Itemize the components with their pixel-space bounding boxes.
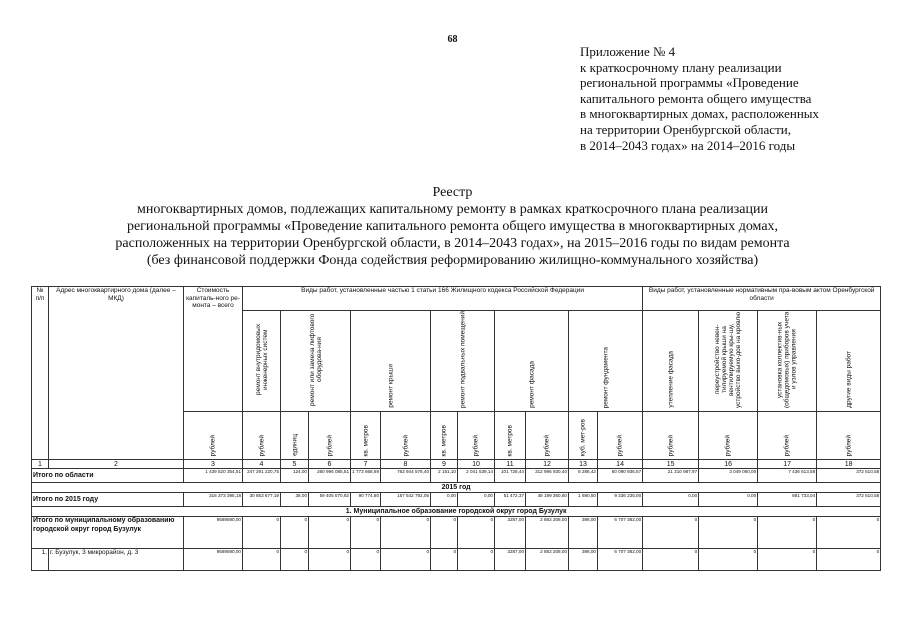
table-cell: 2 882 208,00 — [526, 549, 569, 571]
table-cell: 48 199 360,60 — [526, 493, 569, 507]
unit-label: рублей — [598, 412, 643, 460]
table-cell: 7 436 613,58 — [758, 469, 817, 483]
table-cell: 763 944 578,40 — [381, 469, 431, 483]
table-cell: 0 — [758, 517, 817, 549]
unit-label: рублей — [699, 412, 758, 460]
column-number: 12 — [526, 460, 569, 469]
table-cell: 0,00 — [431, 493, 458, 507]
table-cell: 0 — [758, 549, 817, 571]
table-cell: 0 — [243, 517, 281, 549]
row-number: 1. — [32, 549, 49, 571]
table-cell: 60 090 936,57 — [598, 469, 643, 483]
column-number: 5 — [281, 460, 309, 469]
column-number: 16 — [699, 460, 758, 469]
year-heading-row — [32, 483, 881, 493]
header-no: № п/п — [32, 287, 49, 460]
table-cell: 0 — [281, 517, 309, 549]
table-cell: 372 510,58 — [817, 493, 881, 507]
appendix-line: к краткосрочному плану реализации — [580, 59, 782, 75]
header-basement: ремонт подвальных помещений — [431, 311, 495, 412]
table-cell: 1 773 668,69 — [351, 469, 381, 483]
header-roof-conversion: переустройство невен-тилируемой крыши на вентилируемую кры-шу, устройство выхо-дов на кровлю — [699, 311, 758, 412]
table-cell: 3287,00 — [495, 549, 526, 571]
column-number: 1 — [32, 460, 49, 469]
header-group-regional: Виды работ, установленные нормативным пра-вовым актом Оренбургской области — [643, 287, 881, 311]
unit-label: кв. метров — [351, 412, 381, 460]
column-number: 7 — [351, 460, 381, 469]
year-heading: 2015 год — [32, 483, 881, 493]
column-number: 6 — [309, 460, 351, 469]
page-number: 68 — [447, 34, 458, 45]
column-number: 9 — [431, 460, 458, 469]
table-cell: 0 — [309, 549, 351, 571]
table-cell: 101 728,44 — [495, 469, 526, 483]
table-cell: 398,00 — [569, 549, 598, 571]
table-cell: 9589590,00 — [184, 517, 243, 549]
table-cell: 881 733,04 — [758, 493, 817, 507]
header-facade-insulation: утепление фасада — [643, 311, 699, 412]
header-elevator: ремонт или замена лифтового оборудова-ния — [281, 311, 351, 412]
table-cell: 124,00 — [281, 469, 309, 483]
table-cell: 0 — [381, 517, 431, 549]
table-cell: 372 510,58 — [817, 469, 881, 483]
unit-label: рублей — [458, 412, 495, 460]
table-cell: 9 336 235,00 — [598, 493, 643, 507]
appendix-line: Приложение № 4 — [580, 44, 676, 59]
table-cell: 0 — [281, 549, 309, 571]
table-cell: 398,00 — [569, 517, 598, 549]
table-cell: 0 — [309, 517, 351, 549]
total-year-row — [32, 493, 881, 507]
table-cell: 3287,00 — [495, 517, 526, 549]
appendix-line: региональной программы «Проведение — [580, 75, 799, 91]
table-cell: 3 049 060,00 — [699, 469, 758, 483]
unit-label: кв. метров — [495, 412, 526, 460]
table-cell: 0,00 — [458, 493, 495, 507]
table-cell: 0 — [817, 517, 881, 549]
table-cell: 0,00 — [643, 493, 699, 507]
header-group-federal: Виды работ, установленные частью 1 статьи 166 Жилищного кодекса Российской Федерации — [243, 287, 643, 311]
header-engineering-systems: ремонт внутридомовых инженерных систем — [243, 311, 281, 412]
table-cell: 9589590,00 — [184, 549, 243, 571]
title-line: многоквартирных домов, подлежащих капитальному ремонту в рамках краткосрочного плана реализации — [137, 202, 768, 217]
table-cell: 0 — [243, 549, 281, 571]
table-cell: 0 — [381, 549, 431, 571]
table-cell: 0 — [699, 517, 758, 549]
unit-label: рублей — [817, 412, 881, 460]
table-cell: 2 151,10 — [431, 469, 458, 483]
title-line: (без финансовой поддержки Фонда содействия реформированию жилищно-коммунального хозяйства) — [146, 253, 759, 268]
header-foundation: ремонт фундамента — [569, 311, 643, 412]
table-cell: 6 707 382,00 — [598, 549, 643, 571]
title-line: региональной программы «Проведение капитального ремонта общего имущества в многоквартирных домах, — [126, 219, 779, 234]
column-number: 13 — [569, 460, 598, 469]
column-number: 3 — [184, 460, 243, 469]
table-cell: 0,00 — [699, 493, 758, 507]
table-cell: 0 — [643, 517, 699, 549]
table-cell: 90 774,80 — [351, 493, 381, 507]
total-municipality-label: Итого по муниципальному образованию городской округ город Бузулук — [32, 517, 184, 549]
appendix-block — [580, 44, 900, 153]
title-line: Реестр — [432, 185, 473, 200]
column-number: 10 — [458, 460, 495, 469]
table-cell: 0 — [351, 549, 381, 571]
total-region-row — [32, 469, 881, 483]
table-cell: 1 439 520 354,51 — [184, 469, 243, 483]
table-cell: 316 373 395,18 — [184, 493, 243, 507]
title-line: расположенных на территории Оренбургской области, в 2014–2043 годах», на 2015–2016 годы по видам ремонта — [115, 236, 790, 251]
table-cell: 21 310 987,97 — [643, 469, 699, 483]
header-cost: Стоимость капиталь-ного ре-монта – всего — [184, 287, 243, 412]
column-number: 4 — [243, 460, 281, 469]
table-cell: 0 — [458, 517, 495, 549]
unit-label: рублей — [184, 412, 243, 460]
unit-label: кв. метров — [431, 412, 458, 460]
municipality-heading-row — [32, 507, 881, 517]
table-cell: 0 — [351, 517, 381, 549]
unit-label: рублей — [758, 412, 817, 460]
row-address: г. Бузулук, 3 микрорайон, д. 3 — [49, 549, 184, 571]
column-numbers-row — [32, 460, 881, 469]
column-number: 15 — [643, 460, 699, 469]
column-number: 17 — [758, 460, 817, 469]
registry-title — [0, 184, 905, 269]
table-cell: 51 472,37 — [495, 493, 526, 507]
total-municipality-row — [32, 517, 881, 549]
table-cell: 1 690,50 — [569, 493, 598, 507]
table-cell: 0 — [431, 517, 458, 549]
total-region-label: Итого по области — [32, 469, 184, 483]
table-cell: 0 — [817, 549, 881, 571]
unit-label: единиц — [281, 412, 309, 460]
column-number: 11 — [495, 460, 526, 469]
table-cell: 0 — [643, 549, 699, 571]
unit-label: рублей — [381, 412, 431, 460]
table-cell: 38,00 — [281, 493, 309, 507]
column-number: 18 — [817, 460, 881, 469]
appendix-line: в многоквартирных домах, расположенных — [580, 106, 820, 122]
header-meters: установка коллектив-ных (общедомовых) приборов учета и узлов управления — [758, 311, 817, 412]
table-cell: 0 — [431, 549, 458, 571]
table-row — [32, 549, 881, 571]
table-cell: 0 — [458, 549, 495, 571]
table-cell: 59 405 070,92 — [309, 493, 351, 507]
table-cell: 312 996 930,40 — [526, 469, 569, 483]
appendix-line: капитального ремонта общего имущества — [580, 90, 812, 106]
header-facade: ремонт фасада — [495, 311, 569, 412]
table-cell: 6 286,42 — [569, 469, 598, 483]
table-cell: 30 853 677,19 — [243, 493, 281, 507]
unit-label: рублей — [643, 412, 699, 460]
column-number: 8 — [381, 460, 431, 469]
registry-table — [31, 286, 881, 571]
table-cell: 2 882 208,00 — [526, 517, 569, 549]
unit-label: рублей — [309, 412, 351, 460]
table-cell: 157 542 792,05 — [381, 493, 431, 507]
unit-label: рублей — [526, 412, 569, 460]
appendix-line: на территории Оренбургской области, — [580, 121, 791, 137]
table-cell: 0 — [699, 549, 758, 571]
unit-label: куб. мет-ров — [569, 412, 598, 460]
column-number: 14 — [598, 460, 643, 469]
unit-label: рублей — [243, 412, 281, 460]
appendix-line: в 2014–2043 годах» на 2014–2016 годы — [580, 137, 796, 153]
table-cell: 247 291 220,75 — [243, 469, 281, 483]
total-year-label: Итого по 2015 году — [32, 493, 184, 507]
table-cell: 2 041 539,14 — [458, 469, 495, 483]
header-address: Адрес многоквартирного дома (далее – МКД) — [49, 287, 184, 460]
header-other-works: другие виды работ — [817, 311, 881, 412]
table-cell: 6 707 382,00 — [598, 517, 643, 549]
column-number: 2 — [49, 460, 184, 469]
table-cell: 260 996 085,51 — [309, 469, 351, 483]
municipality-heading: 1. Муниципальное образование городской округ город Бузулук — [32, 507, 881, 517]
header-roof: ремонт крыши — [351, 311, 431, 412]
